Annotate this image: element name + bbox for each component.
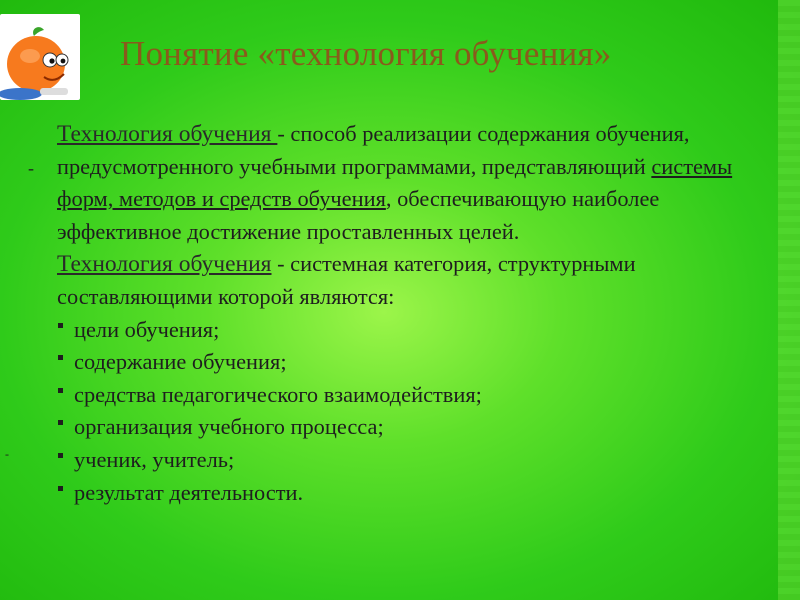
components-list bbox=[57, 314, 757, 510]
definition-paragraph-2 bbox=[57, 248, 757, 313]
bullet-icon bbox=[58, 355, 63, 360]
list-item: ученик, учитель; bbox=[57, 444, 757, 477]
definition-text-2: - системная категория, структурными составляющими которой являются: bbox=[57, 251, 636, 309]
decorative-dash-small: - bbox=[5, 447, 9, 461]
bullet-icon bbox=[58, 323, 63, 328]
orange-mascot-image bbox=[0, 14, 80, 100]
bullet-icon bbox=[58, 453, 63, 458]
decorative-dash: - bbox=[28, 158, 34, 178]
list-item: средства педагогического взаимодействия; bbox=[57, 379, 757, 412]
slide-body bbox=[57, 118, 757, 509]
definition-text-a: - способ реализации содержания обучения, предусмотренного учебными программами, представляющий bbox=[57, 121, 690, 179]
term-technology-of-learning: Технология обучения bbox=[57, 121, 278, 147]
term-technology-of-learning-2: Технология обучения bbox=[57, 251, 272, 278]
definition-paragraph-1 bbox=[57, 118, 757, 248]
list-item: цели обучения; bbox=[57, 314, 757, 347]
bullet-icon bbox=[58, 486, 63, 491]
bullet-icon bbox=[58, 388, 63, 393]
list-item: содержание обучения; bbox=[57, 346, 757, 379]
underlined-phrase-system-of-forms: системы форм, методов и средств обучения bbox=[57, 153, 733, 212]
right-decorative-stripe bbox=[778, 0, 800, 600]
bullet-icon bbox=[58, 420, 63, 425]
slide-title: Понятие «технология обучения» bbox=[120, 34, 612, 73]
list-item: результат деятельности. bbox=[57, 477, 757, 510]
list-item: организация учебного процесса; bbox=[57, 411, 757, 444]
definition-text-b: , обеспечивающую наиболее эффективное достижение проставленных целей. bbox=[57, 186, 660, 244]
